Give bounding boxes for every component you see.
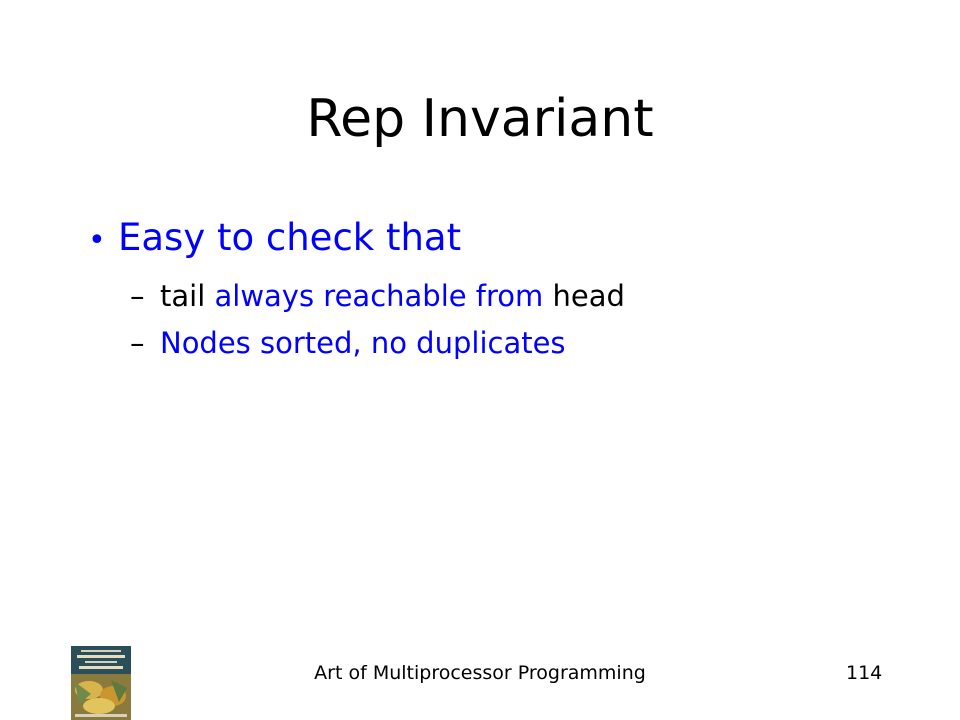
page-number: 114 <box>846 662 883 684</box>
slide-title: Rep Invariant <box>306 89 654 149</box>
code-term-tail: tail <box>160 279 215 314</box>
bullet-marker: • <box>88 223 106 258</box>
code-term-head: head <box>552 279 625 314</box>
footer-title: Art of Multiprocessor Programming <box>314 662 646 684</box>
sub-bullet-item <box>130 279 908 314</box>
bullet-item <box>88 216 908 260</box>
dash-marker: – <box>130 279 145 314</box>
bullet-text: Easy to check that <box>118 216 462 259</box>
sub-bullet-phrase: always reachable from <box>214 279 553 314</box>
dash-marker: – <box>130 326 145 361</box>
bullet-list <box>88 216 908 361</box>
sub-bullet-text: Nodes sorted, no duplicates <box>160 326 566 361</box>
sub-bullet-item <box>130 326 908 361</box>
sub-bullet-text <box>160 279 625 314</box>
